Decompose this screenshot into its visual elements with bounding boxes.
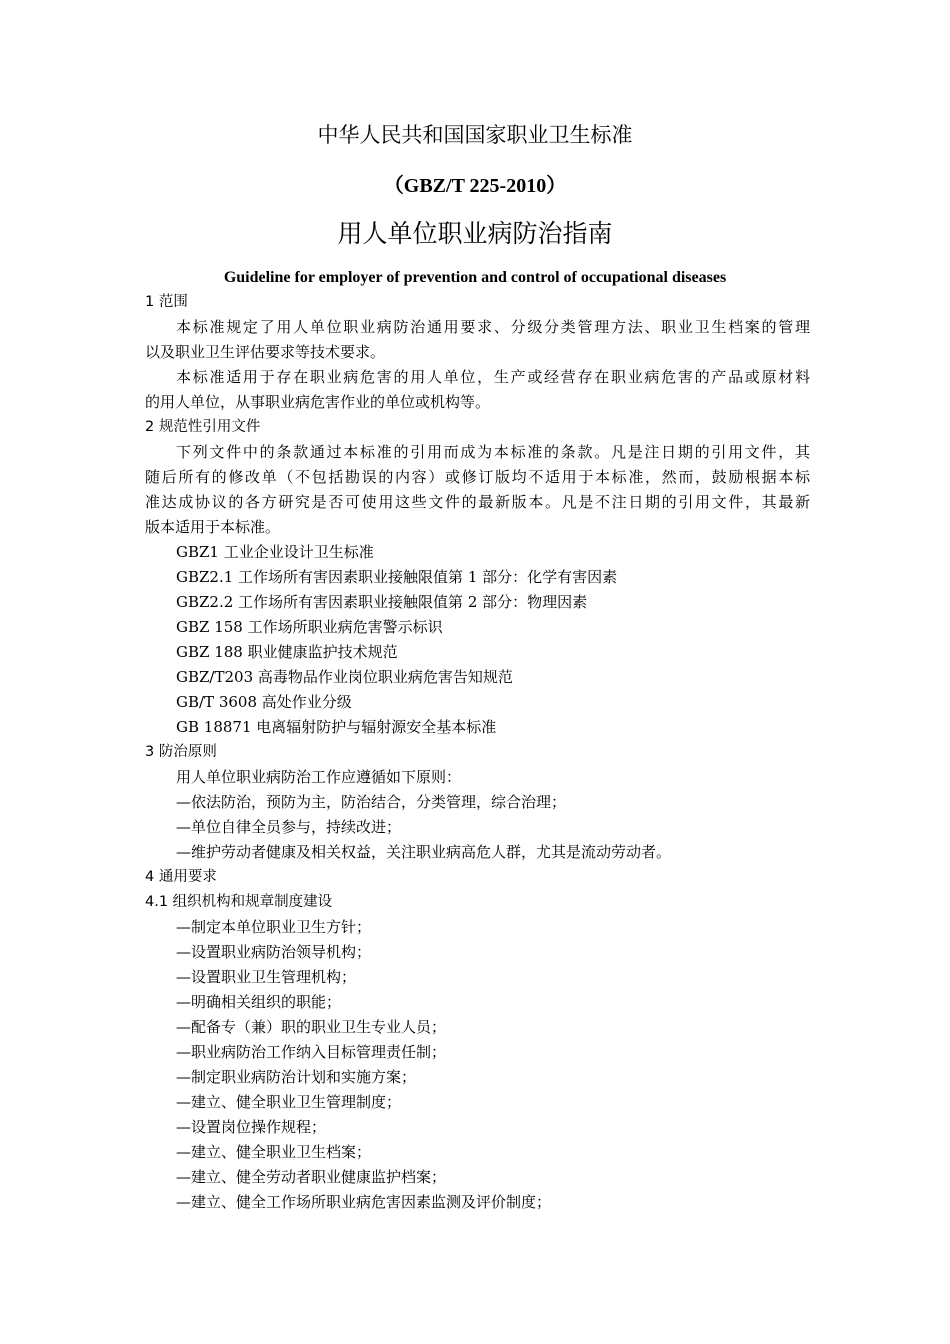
paragraph-line: 准达成协议的各方研究是否可使用这些文件的最新版本。凡是不注日期的引用文件，其最新 bbox=[145, 493, 810, 511]
section-heading-references: 2 规范性引用文件 bbox=[145, 419, 261, 435]
reference-item: GB/T 3608 高处作业分级 bbox=[176, 693, 352, 711]
section-heading-general: 4 通用要求 bbox=[145, 869, 217, 885]
paragraph-line: 本标准适用于存在职业病危害的用人单位，生产或经营存在职业病危害的产品或原材料 bbox=[176, 368, 810, 386]
list-item: —建立、健全工作场所职业病危害因素监测及评价制度； bbox=[176, 1193, 552, 1211]
list-item: —制定本单位职业卫生方针； bbox=[176, 918, 372, 936]
subsection-heading-organization: 4.1 组织机构和规章制度建设 bbox=[145, 894, 333, 910]
list-item: —设置职业卫生管理机构； bbox=[176, 968, 357, 986]
standard-code: （GBZ/T 225-2010） bbox=[383, 175, 567, 197]
list-item: —职业病防治工作纳入目标管理责任制； bbox=[176, 1043, 447, 1061]
list-item: —建立、健全劳动者职业健康监护档案； bbox=[176, 1168, 447, 1186]
paragraph-line: 下列文件中的条款通过本标准的引用而成为本标准的条款。凡是注日期的引用文件，其 bbox=[176, 443, 810, 461]
reference-item: GBZ 188 职业健康监护技术规范 bbox=[176, 643, 398, 661]
paragraph-line: 版本适用于本标准。 bbox=[145, 518, 281, 536]
reference-item: GBZ 158 工作场所职业病危害警示标识 bbox=[176, 618, 443, 636]
paragraph-line: 随后所有的修改单（不包括勘误的内容）或修订版均不适用于本标准，然而，鼓励根据本标 bbox=[145, 468, 810, 486]
paragraph-line: 的用人单位，从事职业病危害作业的单位或机构等。 bbox=[145, 393, 491, 411]
list-item: —依法防治，预防为主，防治结合，分类管理，综合治理； bbox=[176, 793, 567, 811]
list-item: —明确相关组织的职能； bbox=[176, 993, 342, 1011]
reference-item: GBZ2.1 工作场所有害因素职业接触限值第 1 部分：化学有害因素 bbox=[176, 568, 618, 586]
reference-item: GBZ/T203 高毒物品作业岗位职业病危害告知规范 bbox=[176, 668, 513, 686]
list-item: —维护劳动者健康及相关权益，关注职业病高危人群，尤其是流动劳动者。 bbox=[176, 843, 672, 861]
list-item: —单位自律全员参与，持续改进； bbox=[176, 818, 402, 836]
paragraph-line: 本标准规定了用人单位职业病防治通用要求、分级分类管理方法、职业卫生档案的管理 bbox=[176, 318, 810, 336]
english-title: Guideline for employer of prevention and control of occupational diseases bbox=[223, 269, 727, 286]
section-heading-scope: 1 范围 bbox=[145, 294, 188, 310]
document-body bbox=[145, 290, 810, 1215]
list-item: —设置岗位操作规程； bbox=[176, 1118, 327, 1136]
reference-item: GBZ2.2 工作场所有害因素职业接触限值第 2 部分：物理因素 bbox=[176, 593, 588, 611]
reference-item: GBZ1 工业企业设计卫生标准 bbox=[176, 543, 374, 561]
section-heading-principles: 3 防治原则 bbox=[145, 744, 217, 760]
paragraph-line: 以及职业卫生评估要求等技术要求。 bbox=[145, 343, 386, 361]
list-item: —配备专（兼）职的职业卫生专业人员； bbox=[176, 1018, 447, 1036]
reference-item: GB 18871 电离辐射防护与辐射源安全基本标准 bbox=[176, 718, 497, 736]
list-item: —制定职业病防治计划和实施方案； bbox=[176, 1068, 417, 1086]
document-title: 用人单位职业病防治指南 bbox=[337, 219, 613, 248]
principles-intro: 用人单位职业病防治工作应遵循如下原则： bbox=[176, 768, 462, 786]
list-item: —建立、健全职业卫生管理制度； bbox=[176, 1093, 402, 1111]
list-item: —建立、健全职业卫生档案； bbox=[176, 1143, 372, 1161]
standard-category-title: 中华人民共和国国家职业卫生标准 bbox=[317, 123, 633, 147]
list-item: —设置职业病防治领导机构； bbox=[176, 943, 372, 961]
